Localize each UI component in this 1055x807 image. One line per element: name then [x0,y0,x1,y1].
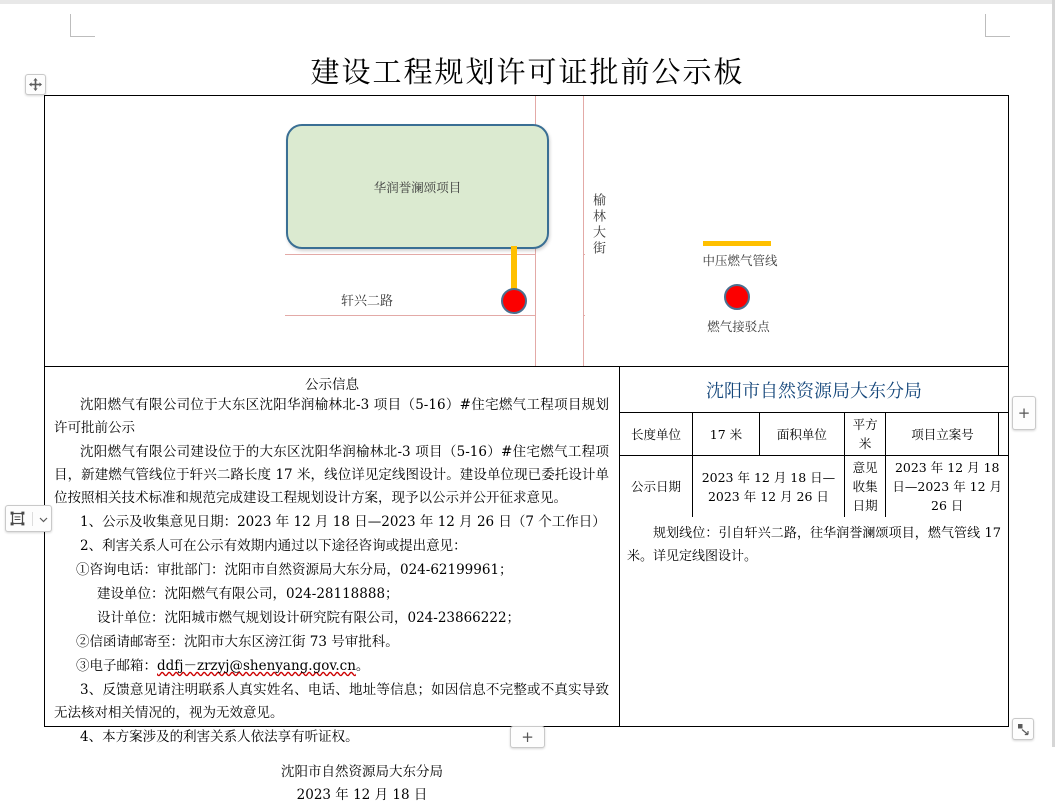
cell-area-unit-value: 平方米 [844,413,886,456]
page-margin-mark-top-left [70,14,95,37]
cell-area-unit-label: 面积单位 [760,413,845,456]
connection-node-swatch-icon [724,284,750,310]
table-row [620,456,1008,518]
resize-corner-icon[interactable] [1012,718,1034,740]
notice-email-line [76,655,609,678]
notice-item-1: 1、公示及收集意见日期：2023 年 12 月 18 日—2023 年 12 月 26 日（7 个工作日） [80,514,606,530]
notice-contact-designer: 设计单位：沈阳城市燃气规划设计研究院有限公司，024-23866222； [97,610,521,626]
cell-notice-date-value: 2023 年 12 月 18 日—2023 年 12 月 26 日 [693,456,845,518]
road-label-xuanxing: 轩兴二路 [341,294,394,309]
layout-options-button[interactable] [5,505,52,532]
chevron-down-icon[interactable] [39,509,48,528]
insert-row-button[interactable]: + [510,726,545,748]
page-margin-mark-top-right [985,14,1010,37]
project-parcel-label: 华润誉澜颂项目 [373,180,462,195]
pipeline-swatch-icon [703,241,771,246]
notice-contact-builder: 建设单位：沈阳燃气有限公司，024-28118888； [97,586,399,602]
legend-label-node: 燃气接驳点 [707,319,770,334]
public-notice-board [44,95,1009,803]
road-label-yulin: 榆林大街 [590,193,605,257]
window-top-strip [0,0,1055,4]
notice-email-address[interactable]: ddfj－zrzyj@shenyang.gov.cn [157,658,356,674]
info-panel [620,367,1008,726]
cell-notice-date-label: 公示日期 [620,456,693,518]
page-title: 建设工程规划许可证批前公示板 [310,55,745,89]
move-handle-icon[interactable] [25,74,46,95]
notice-contact-phone-approval: ①咨询电话：审批部门：沈阳市自然资源局大东分局，024-62199961； [76,562,513,578]
notice-item-4: 4、本方案涉及的利害关系人依法享有听证权。 [80,729,359,745]
notice-item-3: 3、反馈意见请注明联系人真实姓名、电话、地址等信息；如因信息不完整或不真实导致无法核对相关情况的，视为无效意见。 [54,682,609,721]
layout-options-divider [32,512,33,526]
planning-route-note: 规划线位：引自轩兴二路，往华润誉澜颂项目，燃气管线 17 米。详见定线图设计。 [627,526,1001,564]
notice-item-2: 2、利害关系人可在公示有效期内通过以下途径咨询或提出意见： [80,538,467,554]
notice-email-prefix: ③电子邮箱： [76,658,157,674]
board-lower-section [45,366,1008,803]
notice-paragraph-1: 沈阳燃气有限公司位于大东区沈阳华润榆林北-3 项目（5-16）#住宅燃气工程项目规划许可批前公示 [54,397,609,436]
cell-length-unit-value: 17 米 [693,413,760,456]
notice-heading: 公示信息 [305,377,359,393]
notice-paragraph-2: 沈阳燃气有限公司建设位于的大东区沈阳华润榆林北-3 项目（5-16）#住宅燃气工程项目，新建燃气管线位于轩兴二路长度 17 米，线位详见定线图设计。建设单位现已委托设计单位按照相关技术标准和规范完成建设工程规划设计方案，现予以公示并公开征求意见。 [54,444,609,506]
project-info-table [620,413,1008,517]
cell-feedback-date-label: 意见收集日期 [844,456,886,518]
cell-length-unit-label: 长度单位 [620,413,693,456]
notice-email-suffix: 。 [355,658,370,674]
table-row [620,413,1008,456]
site-map [45,96,1008,366]
layout-options-icon [9,510,26,527]
project-parcel [286,124,549,249]
insert-column-button[interactable]: + [1012,396,1036,430]
notice-signature-date: 2023 年 12 月 18 日 [296,787,428,803]
cell-case-number-label: 项目立案号 [886,413,999,456]
legend-label-pipeline: 中压燃气管线 [702,253,778,268]
cell-feedback-date-value: 2023 年 12 月 18 日—2023 年 12 月 26 日 [886,456,1008,518]
notice-mail-address: ②信函请邮寄至：沈阳市大东区滂江街 73 号审批科。 [76,634,399,650]
notice-panel [45,367,620,803]
notice-signature-org: 沈阳市自然资源局大东分局 [281,764,443,780]
bureau-title: 沈阳市自然资源局大东分局 [620,367,1008,413]
cell-case-number-value [999,413,1008,456]
gas-connection-node [501,288,527,314]
notice-signature [45,761,619,807]
